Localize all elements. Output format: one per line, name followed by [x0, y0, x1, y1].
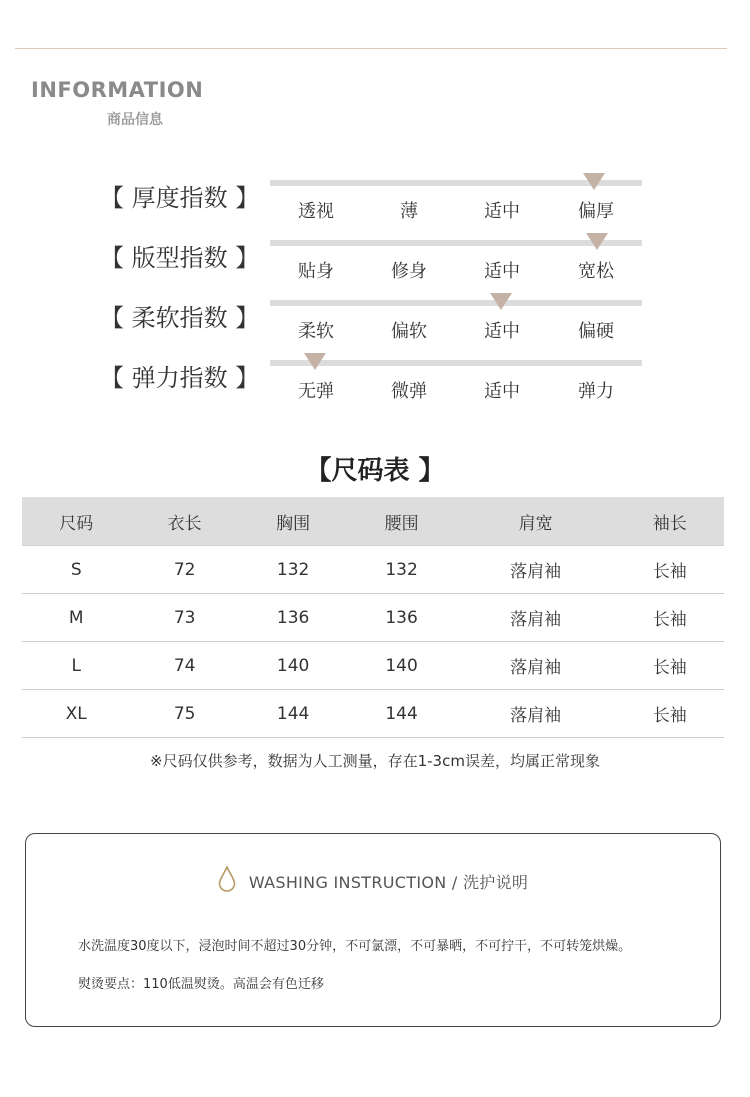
table-cell: 136 — [239, 594, 347, 642]
index-option: 适中 — [484, 261, 520, 282]
table-cell: 144 — [347, 690, 455, 738]
water-drop-icon — [218, 866, 236, 896]
table-cell: 73 — [130, 594, 238, 642]
index-option: 无弹 — [298, 381, 334, 402]
index-label: 【 柔软指数 】 — [100, 304, 260, 332]
washing-instruction-box — [25, 833, 721, 1027]
index-option: 适中 — [484, 201, 520, 222]
size-column-header: 衣长 — [130, 497, 238, 546]
size-column-header: 袖长 — [615, 497, 724, 546]
size-column-header: 胸围 — [239, 497, 347, 546]
size-table-title: 【尺码表 】 — [305, 456, 445, 486]
size-table-header — [22, 497, 724, 546]
index-marker — [304, 353, 326, 370]
table-cell: 长袖 — [615, 642, 724, 690]
index-row — [0, 298, 750, 358]
table-cell: 132 — [347, 546, 455, 594]
index-marker — [583, 173, 605, 190]
index-track — [270, 300, 642, 306]
index-option: 柔软 — [298, 321, 334, 342]
index-option: 修身 — [391, 261, 427, 282]
table-cell: 长袖 — [615, 546, 724, 594]
top-divider — [15, 48, 727, 49]
table-row — [22, 642, 724, 690]
index-option: 宽松 — [578, 261, 614, 282]
index-option: 透视 — [298, 201, 334, 222]
washing-title: WASHING INSTRUCTION / 洗护说明 — [248, 872, 529, 892]
table-cell: 132 — [239, 546, 347, 594]
index-row — [0, 238, 750, 298]
washing-line-2: 熨烫要点：110低温熨烫。高温会有色迁移 — [78, 977, 324, 992]
index-option: 偏厚 — [578, 201, 614, 222]
size-table — [22, 497, 724, 738]
size-column-header: 肩宽 — [456, 497, 616, 546]
index-option: 偏硬 — [578, 321, 614, 342]
index-option: 薄 — [400, 201, 418, 222]
index-option: 偏软 — [391, 321, 427, 342]
table-cell: 落肩袖 — [456, 642, 616, 690]
index-track — [270, 360, 642, 366]
table-row — [22, 690, 724, 738]
index-row — [0, 358, 750, 418]
table-cell: 136 — [347, 594, 455, 642]
table-cell: 落肩袖 — [456, 594, 616, 642]
table-cell: 74 — [130, 642, 238, 690]
index-label: 【 厚度指数 】 — [100, 184, 260, 212]
index-option: 适中 — [484, 321, 520, 342]
table-cell: 140 — [347, 642, 455, 690]
index-label: 【 版型指数 】 — [100, 244, 260, 272]
table-cell: 72 — [130, 546, 238, 594]
info-title: INFORMATION — [31, 78, 204, 102]
table-cell: 落肩袖 — [456, 690, 616, 738]
size-column-header: 腰围 — [347, 497, 455, 546]
index-option: 适中 — [484, 381, 520, 402]
table-cell: 144 — [239, 690, 347, 738]
index-marker — [490, 293, 512, 310]
table-cell: 长袖 — [615, 594, 724, 642]
washing-header — [26, 866, 720, 896]
size-note: ※尺码仅供参考，数据为人工测量，存在1-3cm误差，均属正常现象 — [150, 752, 600, 770]
index-label: 【 弹力指数 】 — [100, 364, 260, 392]
table-cell: 75 — [130, 690, 238, 738]
table-row — [22, 594, 724, 642]
table-cell: S — [22, 546, 130, 594]
size-column-header: 尺码 — [22, 497, 130, 546]
table-cell: 140 — [239, 642, 347, 690]
washing-line-1: 水洗温度30度以下，浸泡时间不超过30分钟，不可氯漂，不可暴晒，不可拧干，不可转笼烘燥。 — [78, 939, 632, 954]
table-cell: 长袖 — [615, 690, 724, 738]
table-row — [22, 546, 724, 594]
index-marker — [586, 233, 608, 250]
index-option: 微弹 — [391, 381, 427, 402]
index-option: 贴身 — [298, 261, 334, 282]
table-cell: XL — [22, 690, 130, 738]
table-cell: M — [22, 594, 130, 642]
index-option: 弹力 — [578, 381, 614, 402]
table-cell: L — [22, 642, 130, 690]
index-row — [0, 178, 750, 238]
info-subtitle: 商品信息 — [107, 112, 163, 128]
table-cell: 落肩袖 — [456, 546, 616, 594]
